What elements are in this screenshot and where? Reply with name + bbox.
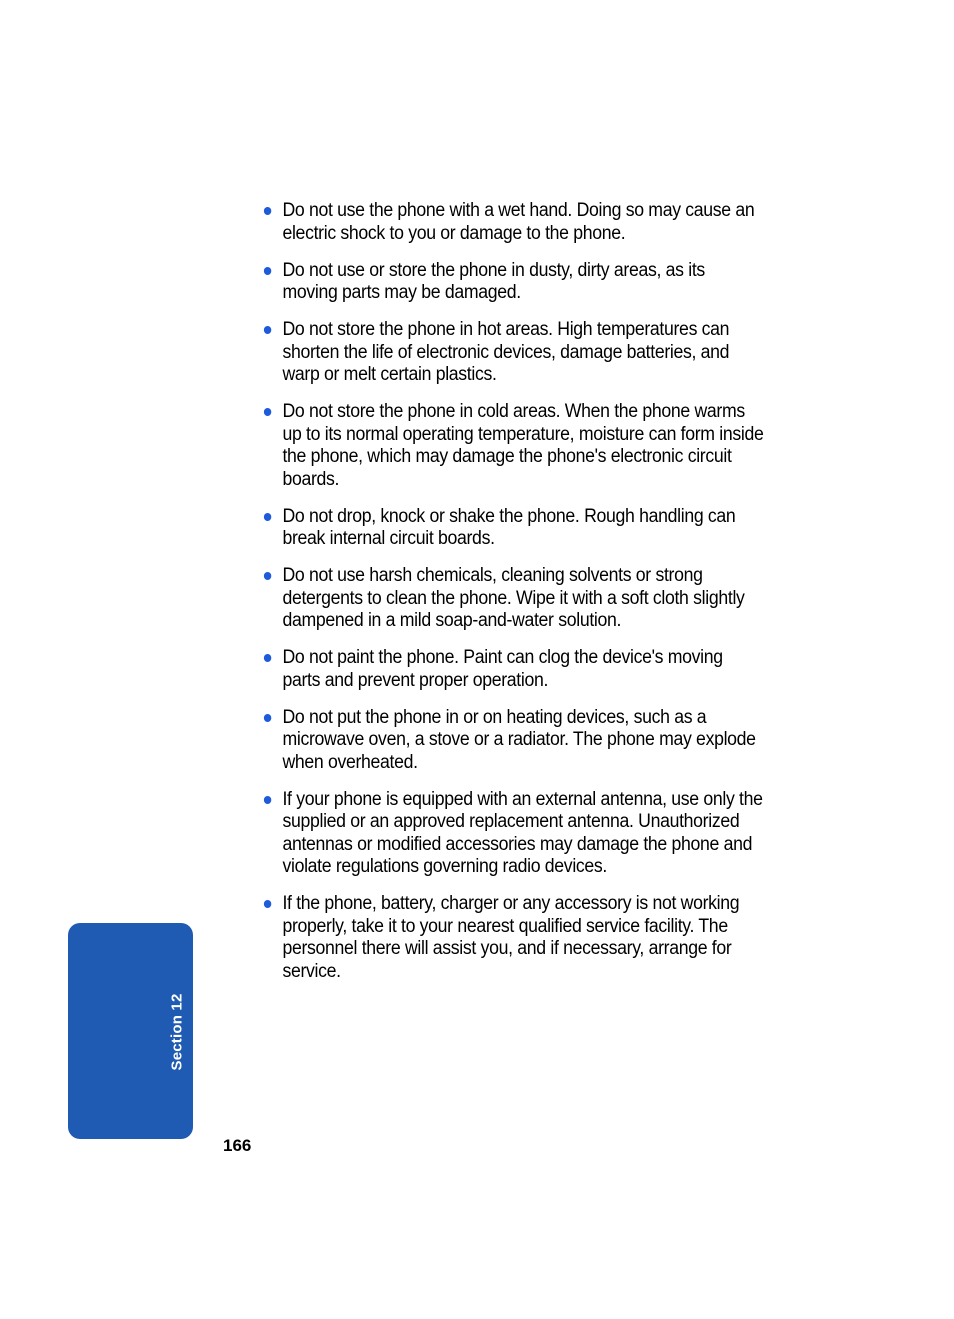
bullet-icon: [264, 714, 271, 722]
bullet-text: If your phone is equipped with an external antenna, use only the supplied or an approved replacement antenna. Unauthorized antennas or modified accessories may damage the phone and violate regulations governing radio devices.: [282, 788, 763, 877]
bullet-text: Do not use harsh chemicals, cleaning solvents or strong detergents to clean the phone. Wipe it with a soft cloth slightly dampened in a mild soap-and-water solution.: [282, 565, 745, 631]
bullet-icon: [264, 408, 271, 416]
list-item: [262, 707, 764, 775]
bullet-text: Do not store the phone in hot areas. High temperatures can shorten the life of electronic devices, damage batteries, and warp or melt certain plastics.: [282, 319, 730, 385]
bullet-icon: [264, 654, 271, 662]
bullet-text: Do not put the phone in or on heating devices, such as a microwave oven, a stove or a radiator. The phone may explode when overheated.: [282, 706, 756, 773]
bullet-icon: [264, 572, 271, 580]
safety-bullet-list: [262, 200, 802, 998]
bullet-text: Do not use or store the phone in dusty, dirty areas, as its moving parts may be damaged.: [282, 259, 705, 303]
bullet-icon: [264, 796, 271, 804]
bullet-text: Do not paint the phone. Paint can clog the device's moving parts and prevent proper operation.: [282, 647, 723, 691]
list-item: [262, 200, 764, 245]
bullet-text: Do not store the phone in cold areas. When the phone warms up to its normal operating temperature, moisture can form inside the phone, which may damage the phone's electronic circuit boards.: [282, 401, 764, 490]
list-item: [262, 893, 764, 983]
bullet-icon: [264, 513, 271, 521]
list-item: [262, 789, 764, 879]
section-tab-label: Section 12: [168, 993, 186, 1071]
list-item: [262, 647, 764, 692]
bullet-icon: [264, 207, 271, 215]
bullet-icon: [264, 900, 271, 908]
bullet-text: Do not drop, knock or shake the phone. Rough handling can break internal circuit boards.: [282, 505, 736, 549]
bullet-icon: [264, 326, 271, 334]
list-item: [262, 565, 764, 633]
list-item: [262, 260, 764, 305]
bullet-icon: [264, 267, 271, 275]
bullet-text: If the phone, battery, charger or any accessory is not working properly, take it to your nearest qualified service facility. The personnel there will assist you, and if necessary, arrange for service.: [282, 893, 740, 982]
page-number: 166: [223, 1136, 252, 1155]
bullet-text: Do not use the phone with a wet hand. Doing so may cause an electric shock to you or damage to the phone.: [282, 200, 755, 244]
list-item: [262, 506, 764, 551]
list-item: [262, 319, 764, 387]
list-item: [262, 401, 764, 491]
